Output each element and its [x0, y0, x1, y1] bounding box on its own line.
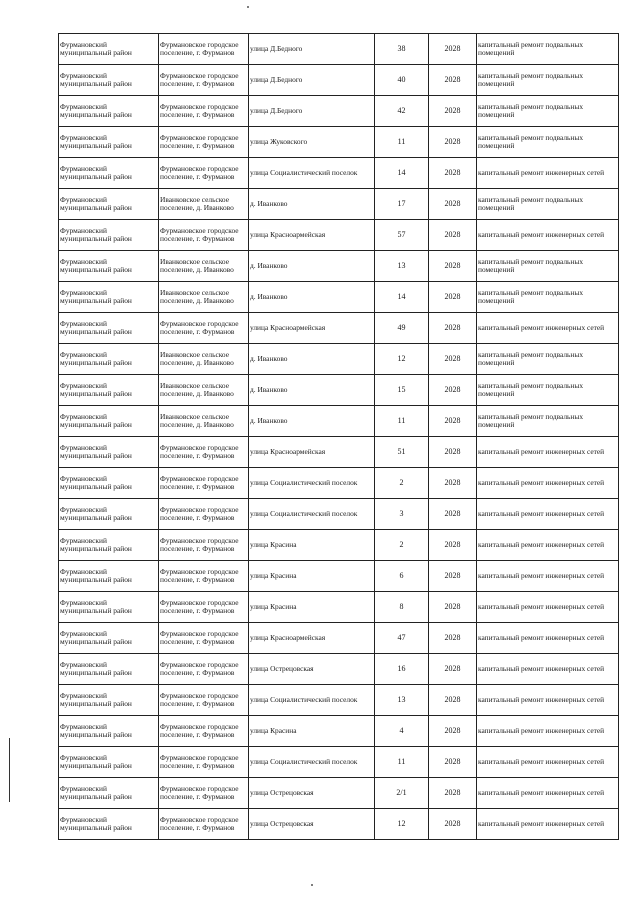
district-cell: Фурмановский муниципальный район [59, 623, 159, 654]
work-type-cell: капитальный ремонт инженерных сетей [477, 685, 619, 716]
house-number-cell: 11 [375, 406, 429, 437]
work-type-cell: капитальный ремонт инженерных сетей [477, 437, 619, 468]
street-cell: улица Социалистический поселок [249, 747, 375, 778]
year-cell: 2028 [429, 313, 477, 344]
district-cell: Фурмановский муниципальный район [59, 282, 159, 313]
house-number-cell: 2/1 [375, 778, 429, 809]
settlement-cell: Фурмановское городское поселение, г. Фурманов [159, 716, 249, 747]
table-row [59, 499, 619, 530]
district-cell: Фурмановский муниципальный район [59, 654, 159, 685]
street-cell: улица Красина [249, 530, 375, 561]
house-number-cell: 12 [375, 809, 429, 840]
street-cell: улица Острецовская [249, 778, 375, 809]
table-row [59, 716, 619, 747]
street-cell: улица Красноармейская [249, 437, 375, 468]
district-cell: Фурмановский муниципальный район [59, 344, 159, 375]
table-row [59, 685, 619, 716]
house-number-cell: 13 [375, 251, 429, 282]
street-cell: улица Д.Бедного [249, 96, 375, 127]
settlement-cell: Фурмановское городское поселение, г. Фурманов [159, 437, 249, 468]
work-type-cell: капитальный ремонт подвальных помещений [477, 375, 619, 406]
work-type-cell: капитальный ремонт подвальных помещений [477, 96, 619, 127]
settlement-cell: Фурмановское городское поселение, г. Фурманов [159, 127, 249, 158]
settlement-cell: Иванковское сельское поселение, д. Иванково [159, 344, 249, 375]
house-number-cell: 47 [375, 623, 429, 654]
street-cell: улица Красноармейская [249, 623, 375, 654]
table-row [59, 375, 619, 406]
district-cell: Фурмановский муниципальный район [59, 313, 159, 344]
street-cell: улица Социалистический поселок [249, 499, 375, 530]
scan-speck [247, 6, 249, 8]
house-number-cell: 11 [375, 747, 429, 778]
street-cell: улица Социалистический поселок [249, 158, 375, 189]
street-cell: улица Острецовская [249, 654, 375, 685]
street-cell: улица Д.Бедного [249, 65, 375, 96]
table-row [59, 437, 619, 468]
work-type-cell: капитальный ремонт подвальных помещений [477, 127, 619, 158]
year-cell: 2028 [429, 127, 477, 158]
year-cell: 2028 [429, 158, 477, 189]
district-cell: Фурмановский муниципальный район [59, 437, 159, 468]
street-cell: д. Иванково [249, 282, 375, 313]
year-cell: 2028 [429, 220, 477, 251]
work-type-cell: капитальный ремонт инженерных сетей [477, 499, 619, 530]
street-cell: д. Иванково [249, 251, 375, 282]
district-cell: Фурмановский муниципальный район [59, 685, 159, 716]
year-cell: 2028 [429, 406, 477, 437]
street-cell: улица Социалистический поселок [249, 468, 375, 499]
work-type-cell: капитальный ремонт подвальных помещений [477, 282, 619, 313]
house-number-cell: 8 [375, 592, 429, 623]
work-type-cell: капитальный ремонт инженерных сетей [477, 592, 619, 623]
year-cell: 2028 [429, 499, 477, 530]
table-row [59, 468, 619, 499]
year-cell: 2028 [429, 623, 477, 654]
house-number-cell: 40 [375, 65, 429, 96]
district-cell: Фурмановский муниципальный район [59, 96, 159, 127]
house-number-cell: 51 [375, 437, 429, 468]
house-number-cell: 14 [375, 158, 429, 189]
year-cell: 2028 [429, 96, 477, 127]
year-cell: 2028 [429, 437, 477, 468]
year-cell: 2028 [429, 654, 477, 685]
settlement-cell: Иванковское сельское поселение, д. Иванково [159, 375, 249, 406]
district-cell: Фурмановский муниципальный район [59, 189, 159, 220]
district-cell: Фурмановский муниципальный район [59, 499, 159, 530]
house-number-cell: 14 [375, 282, 429, 313]
work-type-cell: капитальный ремонт инженерных сетей [477, 220, 619, 251]
house-number-cell: 38 [375, 34, 429, 65]
street-cell: д. Иванково [249, 344, 375, 375]
house-number-cell: 11 [375, 127, 429, 158]
year-cell: 2028 [429, 34, 477, 65]
table-row [59, 313, 619, 344]
district-cell: Фурмановский муниципальный район [59, 406, 159, 437]
house-number-cell: 15 [375, 375, 429, 406]
table-row [59, 592, 619, 623]
year-cell: 2028 [429, 685, 477, 716]
settlement-cell: Фурмановское городское поселение, г. Фурманов [159, 34, 249, 65]
table-row [59, 406, 619, 437]
house-number-cell: 2 [375, 530, 429, 561]
settlement-cell: Фурмановское городское поселение, г. Фурманов [159, 530, 249, 561]
house-number-cell: 4 [375, 716, 429, 747]
settlement-cell: Фурмановское городское поселение, г. Фурманов [159, 499, 249, 530]
house-number-cell: 57 [375, 220, 429, 251]
district-cell: Фурмановский муниципальный район [59, 375, 159, 406]
street-cell: д. Иванково [249, 189, 375, 220]
settlement-cell: Фурмановское городское поселение, г. Фурманов [159, 685, 249, 716]
year-cell: 2028 [429, 561, 477, 592]
settlement-cell: Фурмановское городское поселение, г. Фурманов [159, 96, 249, 127]
street-cell: д. Иванково [249, 406, 375, 437]
district-cell: Фурмановский муниципальный район [59, 592, 159, 623]
work-type-cell: капитальный ремонт подвальных помещений [477, 251, 619, 282]
settlement-cell: Фурмановское городское поселение, г. Фурманов [159, 747, 249, 778]
table-row [59, 96, 619, 127]
street-cell: д. Иванково [249, 375, 375, 406]
settlement-cell: Фурмановское городское поселение, г. Фурманов [159, 809, 249, 840]
table-row [59, 158, 619, 189]
table-row [59, 561, 619, 592]
work-type-cell: капитальный ремонт подвальных помещений [477, 34, 619, 65]
house-number-cell: 17 [375, 189, 429, 220]
street-cell: улица Жуковского [249, 127, 375, 158]
district-cell: Фурмановский муниципальный район [59, 778, 159, 809]
year-cell: 2028 [429, 468, 477, 499]
settlement-cell: Фурмановское городское поселение, г. Фурманов [159, 220, 249, 251]
settlement-cell: Иванковское сельское поселение, д. Иванково [159, 406, 249, 437]
house-number-cell: 13 [375, 685, 429, 716]
table-row [59, 344, 619, 375]
work-type-cell: капитальный ремонт инженерных сетей [477, 778, 619, 809]
table-row [59, 189, 619, 220]
district-cell: Фурмановский муниципальный район [59, 747, 159, 778]
work-type-cell: капитальный ремонт подвальных помещений [477, 65, 619, 96]
work-type-cell: капитальный ремонт подвальных помещений [477, 189, 619, 220]
year-cell: 2028 [429, 716, 477, 747]
street-cell: улица Д.Бедного [249, 34, 375, 65]
district-cell: Фурмановский муниципальный район [59, 468, 159, 499]
house-number-cell: 12 [375, 344, 429, 375]
table-row [59, 220, 619, 251]
year-cell: 2028 [429, 592, 477, 623]
settlement-cell: Фурмановское городское поселение, г. Фурманов [159, 561, 249, 592]
year-cell: 2028 [429, 778, 477, 809]
year-cell: 2028 [429, 282, 477, 313]
table-row [59, 654, 619, 685]
settlement-cell: Иванковское сельское поселение, д. Иванково [159, 282, 249, 313]
work-type-cell: капитальный ремонт подвальных помещений [477, 344, 619, 375]
table-body [59, 34, 619, 840]
street-cell: улица Красина [249, 592, 375, 623]
work-type-cell: капитальный ремонт инженерных сетей [477, 809, 619, 840]
work-type-cell: капитальный ремонт инженерных сетей [477, 313, 619, 344]
house-number-cell: 42 [375, 96, 429, 127]
street-cell: улица Красина [249, 561, 375, 592]
year-cell: 2028 [429, 65, 477, 96]
year-cell: 2028 [429, 251, 477, 282]
district-cell: Фурмановский муниципальный район [59, 716, 159, 747]
district-cell: Фурмановский муниципальный район [59, 127, 159, 158]
house-number-cell: 6 [375, 561, 429, 592]
settlement-cell: Фурмановское городское поселение, г. Фурманов [159, 158, 249, 189]
settlement-cell: Иванковское сельское поселение, д. Иванково [159, 189, 249, 220]
housing-repair-table [58, 33, 619, 840]
house-number-cell: 2 [375, 468, 429, 499]
settlement-cell: Фурмановское городское поселение, г. Фурманов [159, 654, 249, 685]
table-row [59, 530, 619, 561]
street-cell: улица Красноармейская [249, 313, 375, 344]
street-cell: улица Красноармейская [249, 220, 375, 251]
table-row [59, 747, 619, 778]
year-cell: 2028 [429, 375, 477, 406]
work-type-cell: капитальный ремонт инженерных сетей [477, 561, 619, 592]
settlement-cell: Фурмановское городское поселение, г. Фурманов [159, 313, 249, 344]
settlement-cell: Фурмановское городское поселение, г. Фурманов [159, 623, 249, 654]
table-row [59, 251, 619, 282]
work-type-cell: капитальный ремонт инженерных сетей [477, 716, 619, 747]
district-cell: Фурмановский муниципальный район [59, 561, 159, 592]
table-row [59, 65, 619, 96]
year-cell: 2028 [429, 530, 477, 561]
year-cell: 2028 [429, 344, 477, 375]
work-type-cell: капитальный ремонт инженерных сетей [477, 654, 619, 685]
work-type-cell: капитальный ремонт инженерных сетей [477, 468, 619, 499]
district-cell: Фурмановский муниципальный район [59, 34, 159, 65]
table-row [59, 623, 619, 654]
street-cell: улица Красина [249, 716, 375, 747]
settlement-cell: Фурмановское городское поселение, г. Фурманов [159, 778, 249, 809]
work-type-cell: капитальный ремонт инженерных сетей [477, 623, 619, 654]
year-cell: 2028 [429, 747, 477, 778]
work-type-cell: капитальный ремонт инженерных сетей [477, 747, 619, 778]
table-row [59, 34, 619, 65]
table-row [59, 282, 619, 313]
district-cell: Фурмановский муниципальный район [59, 809, 159, 840]
scan-margin-line [9, 738, 10, 802]
settlement-cell: Фурмановское городское поселение, г. Фурманов [159, 592, 249, 623]
table-row [59, 127, 619, 158]
house-number-cell: 3 [375, 499, 429, 530]
work-type-cell: капитальный ремонт подвальных помещений [477, 406, 619, 437]
settlement-cell: Фурмановское городское поселение, г. Фурманов [159, 468, 249, 499]
district-cell: Фурмановский муниципальный район [59, 65, 159, 96]
settlement-cell: Фурмановское городское поселение, г. Фурманов [159, 65, 249, 96]
district-cell: Фурмановский муниципальный район [59, 158, 159, 189]
year-cell: 2028 [429, 189, 477, 220]
street-cell: улица Острецовская [249, 809, 375, 840]
table-row [59, 809, 619, 840]
table-row [59, 778, 619, 809]
district-cell: Фурмановский муниципальный район [59, 251, 159, 282]
settlement-cell: Иванковское сельское поселение, д. Иванково [159, 251, 249, 282]
work-type-cell: капитальный ремонт инженерных сетей [477, 530, 619, 561]
street-cell: улица Социалистический поселок [249, 685, 375, 716]
work-type-cell: капитальный ремонт инженерных сетей [477, 158, 619, 189]
scan-speck [311, 884, 313, 886]
district-cell: Фурмановский муниципальный район [59, 530, 159, 561]
house-number-cell: 16 [375, 654, 429, 685]
house-number-cell: 49 [375, 313, 429, 344]
district-cell: Фурмановский муниципальный район [59, 220, 159, 251]
year-cell: 2028 [429, 809, 477, 840]
